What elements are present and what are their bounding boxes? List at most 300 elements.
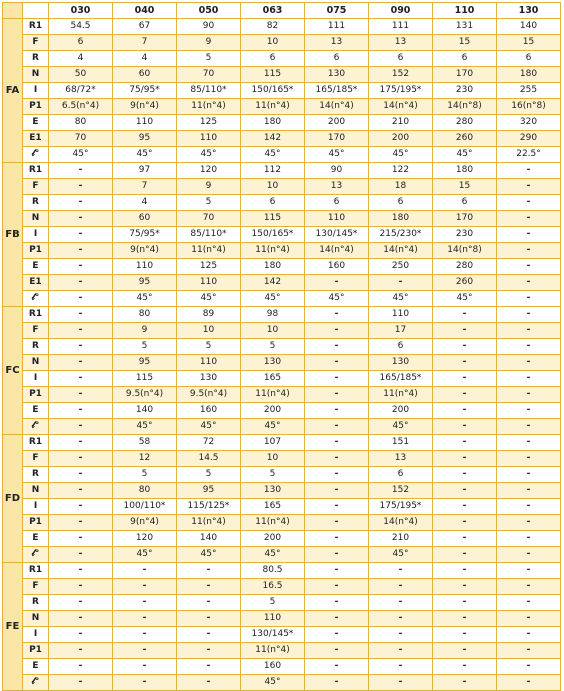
row-label: P1 [23, 99, 49, 115]
row-label: E [23, 115, 49, 131]
value-cell: - [49, 467, 113, 483]
value-cell: 5 [177, 195, 241, 211]
value-cell: - [433, 467, 497, 483]
row-label: P1 [23, 243, 49, 259]
value-cell: 110 [177, 131, 241, 147]
value-cell: 10 [241, 451, 305, 467]
value-cell: - [177, 611, 241, 627]
value-cell: - [305, 371, 369, 387]
value-cell: 6 [369, 195, 433, 211]
value-cell: 150/165* [241, 83, 305, 99]
value-cell: - [433, 531, 497, 547]
value-cell: - [305, 451, 369, 467]
value-cell: 22.5° [497, 147, 561, 163]
value-cell: 13 [305, 35, 369, 51]
row-label: R1 [23, 19, 49, 35]
value-cell: - [497, 227, 561, 243]
value-cell: - [49, 243, 113, 259]
value-cell: 160 [177, 403, 241, 419]
value-cell: 5 [177, 51, 241, 67]
value-cell: - [305, 675, 369, 691]
value-cell: 95 [113, 355, 177, 371]
row-label: I [23, 627, 49, 643]
value-cell: - [305, 595, 369, 611]
table-body [3, 19, 561, 691]
value-cell: - [305, 531, 369, 547]
value-cell: 80 [113, 307, 177, 323]
value-cell: 72 [177, 435, 241, 451]
value-cell: 10 [177, 323, 241, 339]
value-cell: 85/110* [177, 83, 241, 99]
value-cell: - [305, 467, 369, 483]
row-label: E1 [23, 275, 49, 291]
value-cell: - [49, 227, 113, 243]
value-cell: 6 [497, 51, 561, 67]
value-cell: - [305, 483, 369, 499]
value-cell: - [433, 419, 497, 435]
value-cell: 45° [433, 291, 497, 307]
value-cell: 7 [113, 35, 177, 51]
value-cell: 5 [177, 467, 241, 483]
value-cell: - [49, 547, 113, 563]
value-cell: 6 [305, 51, 369, 67]
value-cell: 45° [49, 147, 113, 163]
row-label: F [23, 451, 49, 467]
value-cell: 6 [369, 467, 433, 483]
value-cell: 4 [49, 51, 113, 67]
table-row [3, 435, 561, 451]
table-row [3, 195, 561, 211]
value-cell: 13 [369, 35, 433, 51]
table-row [3, 339, 561, 355]
value-cell: 260 [433, 275, 497, 291]
value-cell: 131 [433, 19, 497, 35]
row-label: 𝓁° [23, 419, 49, 435]
value-cell: - [369, 275, 433, 291]
value-cell: - [497, 531, 561, 547]
value-cell: - [113, 595, 177, 611]
group-label: FE [3, 563, 23, 691]
value-cell: - [305, 323, 369, 339]
value-cell: 45° [369, 419, 433, 435]
value-cell: 45° [305, 147, 369, 163]
value-cell: 45° [177, 547, 241, 563]
value-cell: 14(n°8) [433, 99, 497, 115]
row-label: R [23, 339, 49, 355]
value-cell: 45° [113, 291, 177, 307]
value-cell: 170 [433, 67, 497, 83]
table-row [3, 611, 561, 627]
table-row [3, 243, 561, 259]
value-cell: - [369, 579, 433, 595]
value-cell: - [369, 627, 433, 643]
value-cell: - [305, 627, 369, 643]
row-label: 𝓁° [23, 547, 49, 563]
value-cell: 151 [369, 435, 433, 451]
value-cell: - [433, 563, 497, 579]
row-label: F [23, 579, 49, 595]
table-row [3, 259, 561, 275]
value-cell: 9(n°4) [113, 515, 177, 531]
value-cell: - [433, 339, 497, 355]
value-cell: 175/195* [369, 499, 433, 515]
value-cell: - [113, 675, 177, 691]
value-cell: - [497, 403, 561, 419]
value-cell: 125 [177, 259, 241, 275]
value-cell: 160 [305, 259, 369, 275]
value-cell: 152 [369, 483, 433, 499]
group-label: FA [3, 19, 23, 163]
value-cell: - [497, 563, 561, 579]
row-label: N [23, 483, 49, 499]
row-label: E [23, 403, 49, 419]
value-cell: 45° [305, 291, 369, 307]
value-cell: 142 [241, 131, 305, 147]
value-cell: - [49, 531, 113, 547]
row-label: E [23, 531, 49, 547]
value-cell: - [369, 643, 433, 659]
value-cell: - [177, 595, 241, 611]
value-cell: - [49, 307, 113, 323]
header-cell: 110 [433, 3, 497, 19]
table-row [3, 131, 561, 147]
value-cell: 165/185* [305, 83, 369, 99]
value-cell: 260 [433, 131, 497, 147]
value-cell: - [49, 163, 113, 179]
table-row [3, 643, 561, 659]
value-cell: 280 [433, 259, 497, 275]
value-cell: 320 [497, 115, 561, 131]
value-cell: 11(n°4) [177, 243, 241, 259]
value-cell: 115 [241, 67, 305, 83]
value-cell: - [49, 355, 113, 371]
value-cell: - [177, 627, 241, 643]
value-cell: 45° [241, 147, 305, 163]
value-cell: 122 [369, 163, 433, 179]
value-cell: 9.5(n°4) [177, 387, 241, 403]
value-cell: - [497, 291, 561, 307]
row-label: 𝓁° [23, 675, 49, 691]
table-row [3, 323, 561, 339]
value-cell: - [433, 499, 497, 515]
row-label: R [23, 467, 49, 483]
value-cell: - [497, 259, 561, 275]
value-cell: - [305, 419, 369, 435]
row-label: P1 [23, 515, 49, 531]
value-cell: 110 [305, 211, 369, 227]
value-cell: 130 [369, 355, 433, 371]
value-cell: 45° [369, 147, 433, 163]
value-cell: 16.5 [241, 579, 305, 595]
spec-table [2, 2, 561, 691]
header-corner [3, 3, 23, 19]
value-cell: 14(n°4) [369, 99, 433, 115]
value-cell: 82 [241, 19, 305, 35]
value-cell: 6 [241, 195, 305, 211]
value-cell: - [49, 403, 113, 419]
row-label: I [23, 83, 49, 99]
value-cell: 16(n°8) [497, 99, 561, 115]
table-row [3, 627, 561, 643]
table-row [3, 147, 561, 163]
value-cell: 45° [113, 547, 177, 563]
value-cell: - [49, 483, 113, 499]
row-label: I [23, 227, 49, 243]
value-cell: - [497, 323, 561, 339]
value-cell: 14.5 [177, 451, 241, 467]
table-row [3, 595, 561, 611]
table-row [3, 531, 561, 547]
header-label-corner [23, 3, 49, 19]
table-row [3, 227, 561, 243]
value-cell: - [433, 627, 497, 643]
value-cell: - [369, 675, 433, 691]
value-cell: 14(n°4) [305, 99, 369, 115]
value-cell: 54.5 [49, 19, 113, 35]
table-row [3, 163, 561, 179]
header-cell: 130 [497, 3, 561, 19]
value-cell: - [433, 355, 497, 371]
value-cell: 5 [241, 595, 305, 611]
value-cell: - [177, 675, 241, 691]
value-cell: 110 [177, 355, 241, 371]
value-cell: 68/72* [49, 83, 113, 99]
value-cell: - [369, 595, 433, 611]
value-cell: - [497, 579, 561, 595]
value-cell: - [433, 611, 497, 627]
value-cell: 95 [113, 131, 177, 147]
table-row [3, 83, 561, 99]
value-cell: 11(n°4) [241, 99, 305, 115]
value-cell: - [497, 307, 561, 323]
value-cell: 290 [497, 131, 561, 147]
table-row [3, 515, 561, 531]
value-cell: - [305, 659, 369, 675]
value-cell: 165/185* [369, 371, 433, 387]
row-label: E1 [23, 131, 49, 147]
value-cell: - [433, 659, 497, 675]
value-cell: - [497, 451, 561, 467]
value-cell: - [497, 243, 561, 259]
value-cell: 45° [113, 147, 177, 163]
value-cell: - [305, 611, 369, 627]
value-cell: 45° [177, 147, 241, 163]
value-cell: 45° [177, 419, 241, 435]
value-cell: 80 [113, 483, 177, 499]
value-cell: - [49, 371, 113, 387]
value-cell: 11(n°4) [177, 515, 241, 531]
value-cell: 50 [49, 67, 113, 83]
value-cell: 14(n°4) [369, 515, 433, 531]
row-label: E [23, 259, 49, 275]
value-cell: - [497, 483, 561, 499]
value-cell: - [497, 547, 561, 563]
row-label: F [23, 323, 49, 339]
value-cell: - [305, 563, 369, 579]
value-cell: 12 [113, 451, 177, 467]
value-cell: 11(n°4) [241, 243, 305, 259]
value-cell: 58 [113, 435, 177, 451]
row-label: R1 [23, 307, 49, 323]
value-cell: - [49, 387, 113, 403]
value-cell: - [177, 579, 241, 595]
group-label: FD [3, 435, 23, 563]
table-row [3, 675, 561, 691]
value-cell: - [49, 211, 113, 227]
value-cell: - [49, 675, 113, 691]
value-cell: 110 [241, 611, 305, 627]
value-cell: 170 [433, 211, 497, 227]
value-cell: - [497, 211, 561, 227]
value-cell: 70 [177, 211, 241, 227]
value-cell: - [305, 579, 369, 595]
value-cell: - [497, 643, 561, 659]
value-cell: 115 [241, 211, 305, 227]
value-cell: 140 [113, 403, 177, 419]
value-cell: 45° [241, 675, 305, 691]
value-cell: - [49, 195, 113, 211]
table-row [3, 51, 561, 67]
value-cell: 180 [497, 67, 561, 83]
value-cell: - [497, 499, 561, 515]
value-cell: 15 [433, 179, 497, 195]
row-label: P1 [23, 643, 49, 659]
value-cell: - [433, 451, 497, 467]
value-cell: - [433, 675, 497, 691]
value-cell: 180 [241, 115, 305, 131]
value-cell: 45° [369, 291, 433, 307]
value-cell: 210 [369, 531, 433, 547]
table-row [3, 179, 561, 195]
value-cell: - [49, 179, 113, 195]
row-label: R [23, 195, 49, 211]
value-cell: - [113, 563, 177, 579]
value-cell: 115/125* [177, 499, 241, 515]
table-row [3, 307, 561, 323]
value-cell: 180 [241, 259, 305, 275]
value-cell: 85/110* [177, 227, 241, 243]
value-cell: - [305, 643, 369, 659]
value-cell: 6 [433, 195, 497, 211]
value-cell: - [305, 403, 369, 419]
header-cell: 090 [369, 3, 433, 19]
value-cell: 10 [241, 35, 305, 51]
value-cell: 13 [305, 179, 369, 195]
value-cell: 200 [369, 131, 433, 147]
value-cell: 70 [177, 67, 241, 83]
value-cell: - [497, 627, 561, 643]
value-cell: 6 [305, 195, 369, 211]
value-cell: - [497, 467, 561, 483]
value-cell: 215/230* [369, 227, 433, 243]
value-cell: - [497, 659, 561, 675]
header-row [3, 3, 561, 19]
value-cell: - [433, 371, 497, 387]
value-cell: 70 [49, 131, 113, 147]
value-cell: - [113, 611, 177, 627]
value-cell: 15 [433, 35, 497, 51]
value-cell: 115 [113, 371, 177, 387]
value-cell: 45° [241, 547, 305, 563]
value-cell: - [305, 499, 369, 515]
value-cell: 90 [305, 163, 369, 179]
value-cell: 111 [369, 19, 433, 35]
value-cell: 11(n°4) [241, 643, 305, 659]
value-cell: - [305, 435, 369, 451]
value-cell: - [497, 355, 561, 371]
value-cell: 110 [113, 259, 177, 275]
row-label: N [23, 211, 49, 227]
value-cell: 6 [369, 339, 433, 355]
value-cell: 13 [369, 451, 433, 467]
value-cell: 130 [177, 371, 241, 387]
value-cell: 130 [241, 483, 305, 499]
value-cell: - [497, 675, 561, 691]
row-label: R [23, 595, 49, 611]
value-cell: 110 [177, 275, 241, 291]
value-cell: 15 [497, 35, 561, 51]
value-cell: 89 [177, 307, 241, 323]
table-row [3, 35, 561, 51]
value-cell: 230 [433, 83, 497, 99]
table-row [3, 659, 561, 675]
table-row [3, 579, 561, 595]
table-row [3, 467, 561, 483]
value-cell: 120 [113, 531, 177, 547]
value-cell: 5 [113, 467, 177, 483]
value-cell: 130 [241, 355, 305, 371]
value-cell: 175/195* [369, 83, 433, 99]
value-cell: 5 [177, 339, 241, 355]
value-cell: 9(n°4) [113, 99, 177, 115]
row-label: I [23, 499, 49, 515]
group-label: FB [3, 163, 23, 307]
header-cell: 030 [49, 3, 113, 19]
value-cell: 150/165* [241, 227, 305, 243]
value-cell: - [433, 547, 497, 563]
value-cell: - [49, 291, 113, 307]
value-cell: 45° [177, 291, 241, 307]
value-cell: 95 [113, 275, 177, 291]
value-cell: 200 [241, 531, 305, 547]
value-cell: - [369, 659, 433, 675]
value-cell: 140 [177, 531, 241, 547]
row-label: N [23, 611, 49, 627]
header-cell: 075 [305, 3, 369, 19]
value-cell: 98 [241, 307, 305, 323]
value-cell: 17 [369, 323, 433, 339]
value-cell: 230 [433, 227, 497, 243]
value-cell: 107 [241, 435, 305, 451]
value-cell: - [49, 595, 113, 611]
value-cell: 110 [113, 115, 177, 131]
table-row [3, 211, 561, 227]
table-row [3, 19, 561, 35]
table-row [3, 547, 561, 563]
value-cell: 180 [433, 163, 497, 179]
value-cell: - [497, 595, 561, 611]
table-row [3, 275, 561, 291]
row-label: R [23, 51, 49, 67]
value-cell: - [49, 611, 113, 627]
header-cell: 063 [241, 3, 305, 19]
table-row [3, 499, 561, 515]
value-cell: 14(n°4) [369, 243, 433, 259]
value-cell: 9 [113, 323, 177, 339]
value-cell: 200 [305, 115, 369, 131]
value-cell: - [113, 643, 177, 659]
value-cell: 130/145* [241, 627, 305, 643]
